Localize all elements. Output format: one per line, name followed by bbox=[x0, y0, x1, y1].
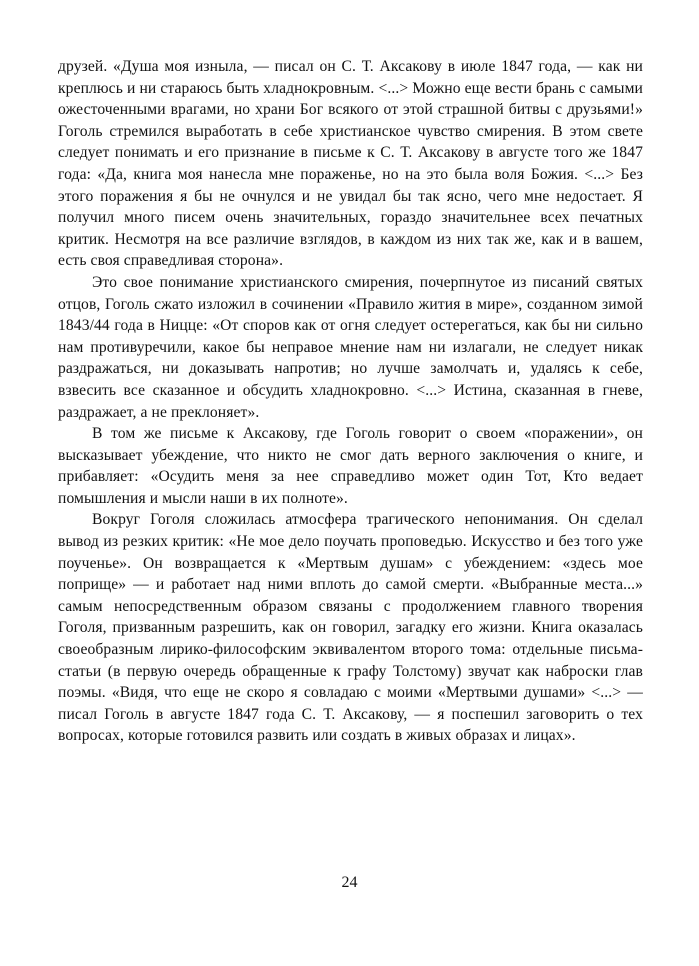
page-number: 24 bbox=[341, 874, 358, 891]
paragraph-4: Вокруг Гоголя сложилась атмосфера трагического непонимания. Он сделал вывод из резких критик: «Не мое дело поучать проповедью. Искусство и без того уже поученье». Он возвращается к «Мертвым душам» с убеждением: «здесь мое поприще» — и работает над ними вплоть до самой смерти. «Выбранные места...» самым непосредственным образом связаны с продолжением главного творения Гоголя, призванным разрешить, как он говорил, загадку его жизни. Книга оказалась своеобразным лирико-философским эквивалентом второго тома: отдельные письма-статьи (в первую очередь обращенные к графу Толстому) звучат как наброски глав поэмы. «Видя, что еще не скоро я совладаю с моими «Мертвыми душами» <...> — писал Гоголь в августе 1847 года С. Т. Аксакову, — я поспешил заговорить о тех вопросах, которые готовился развить или создать в живых образах и лицах». bbox=[58, 511, 643, 745]
paragraph-2: Это свое понимание христианского смирения, почерпнутое из писаний святых отцов, Гоголь сжато изложил в сочинении «Правило жития в мире», созданном зимой 1843/44 года в Ницце: «От споров как от огня следует остерегаться, как бы ни сильно нам противуречили, какое бы неправое мнение нам ни излагали, не следует никак раздражаться, ни доказывать напротив; но лучше замолчать и, удалясь к себе, взвесить все сказанное и обсудить хладнокровно. <...> Истина, сказанная в гневе, раздражает, а не преклоняет». bbox=[58, 273, 643, 421]
paragraph-1: друзей. «Душа моя изныла, — писал он С. Т. Аксакову в июле 1847 года, — как ни креплюсь и ни стараюсь быть хладнокровным. <...> Можно еще вести брань с самыми ожесточенными врагами, но храни Бог всякого от этой страшной битвы с друзьями!» Гоголь стремился выработать в себе христианское чувство смирения. В этом свете следует понимать и его признание в письме к С. Т. Аксакову в августе того же 1847 года: «Да, книга моя нанесла мне пораженье, но на это была воля Божия. <...> Без этого поражения я бы не очнулся и не увидал бы так ясно, чего мне недостает. Я получил много писем очень значительных, гораздо значительнее всех печатных критик. Несмотря на все различие взглядов, в каждом из них так же, как и в вашем, есть своя справедливая сторона». bbox=[58, 58, 643, 270]
paragraph-3: В том же письме к Аксакову, где Гоголь говорит о своем «поражении», он высказывает убеждение, что никто не смог дать верного заключения о книге, и прибавляет: «Осудить меня за нее справедливо может один Тот, Кто ведает помышления и мысли наши в их полноте». bbox=[58, 425, 643, 507]
body-text bbox=[58, 56, 643, 747]
